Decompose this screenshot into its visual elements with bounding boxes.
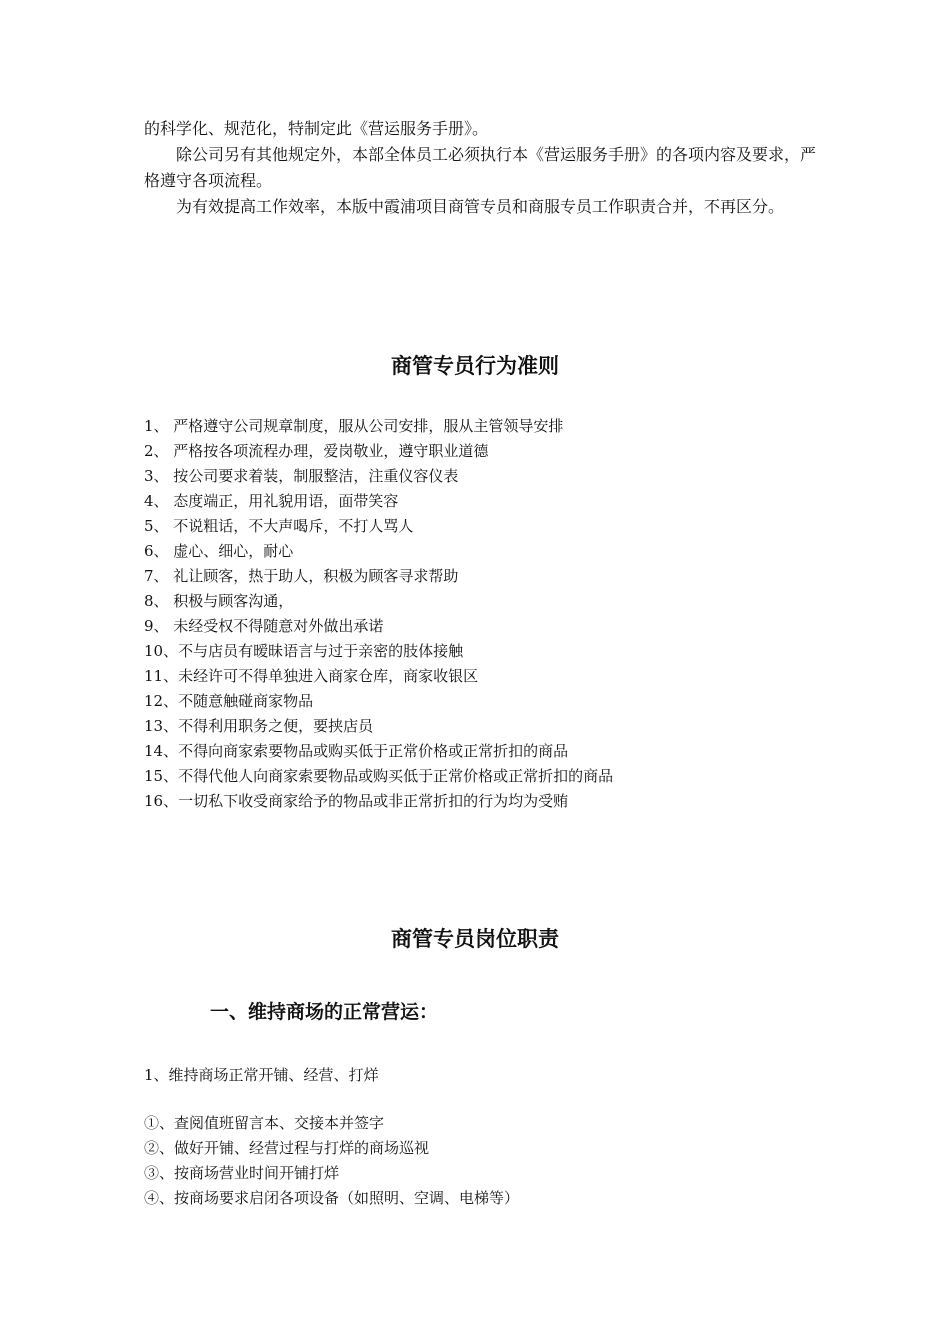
list-item: 11、未经许可不得单独进入商家仓库，商家收银区 [144,667,479,685]
list-item: 9、 未经受权不得随意对外做出承诺 [144,617,384,635]
list-item: 2、 严格按各项流程办理，爱岗敬业，遵守职业道德 [144,442,489,460]
list-item: 15、不得代他人向商家索要物品或购买低于正常价格或正常折扣的商品 [144,767,614,785]
list-item: 4、 态度端正，用礼貌用语，面带笑容 [144,492,399,510]
intro-paragraph-2: 除公司另有其他规定外，本部全体员工必须执行本《营运服务手册》的各项内容及要求，严格遵守各项流程。 [144,145,817,190]
list-item: 3、 按公司要求着装，制服整洁，注重仪容仪表 [144,467,459,485]
list-item: 16、一切私下收受商家给予的物品或非正常折扣的行为均为受贿 [144,792,569,810]
list-item: 13、不得利用职务之便，要挟店员 [144,717,374,735]
conduct-rules-list [144,414,824,814]
conduct-rules-heading: 商管专员行为准则 [391,354,559,378]
intro-text [144,116,816,220]
duty-section-heading: 一、维持商场的正常营运： [210,1001,439,1023]
list-item: 14、不得向商家索要物品或购买低于正常价格或正常折扣的商品 [144,742,569,760]
list-item: 5、 不说粗话，不大声喝斥，不打人骂人 [144,517,414,535]
list-item: 12、不随意触碰商家物品 [144,692,314,710]
list-item: 8、 积极与顾客沟通， [144,592,294,610]
list-item: 10、不与店员有暧昧语言与过于亲密的肢体接触 [144,642,464,660]
job-duties-heading: 商管专员岗位职责 [391,927,559,951]
list-item: 1、 严格遵守公司规章制度，服从公司安排，服从主管领导安排 [144,417,564,435]
list-item: ①、查阅值班留言本、交接本并签字 [144,1114,385,1132]
list-item: ④、按商场要求启闭各项设备（如照明、空调、电梯等） [144,1189,520,1207]
duty-steps-list [144,1111,519,1211]
list-item: ②、做好开铺、经营过程与打烊的商场巡视 [144,1139,430,1157]
list-item: ③、按商场营业时间开铺打烊 [144,1164,340,1182]
list-item: 7、 礼让顾客，热于助人，积极为顾客寻求帮助 [144,567,459,585]
list-item: 6、 虚心、细心，耐心 [144,542,294,560]
duty-task: 1、维持商场正常开铺、经营、打烊 [144,1066,379,1084]
intro-paragraph-1: 的科学化、规范化，特制定此《营运服务手册》。 [144,119,489,138]
intro-paragraph-3: 为有效提高工作效率，本版中霞浦项目商管专员和商服专员工作职责合并，不再区分。 [176,197,785,216]
